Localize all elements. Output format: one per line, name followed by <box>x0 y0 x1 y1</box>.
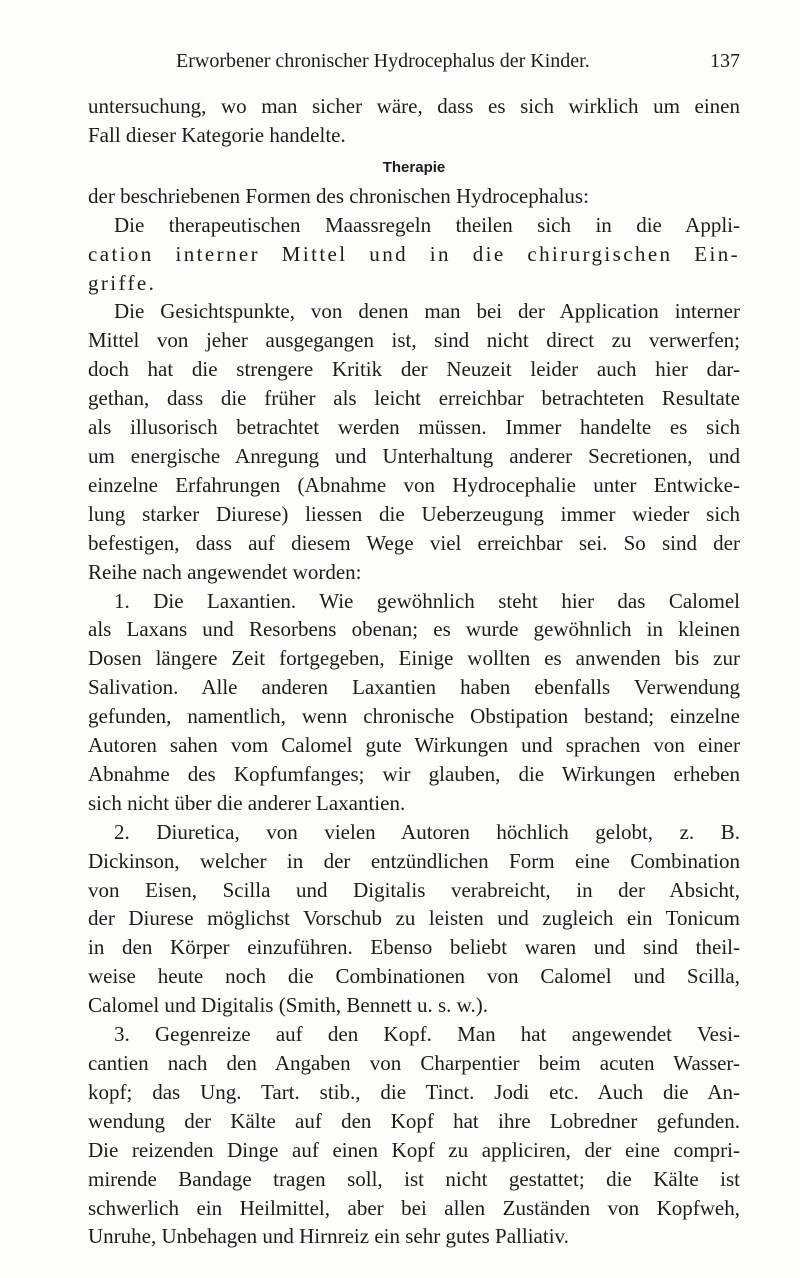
text-line: Abnahme des Kopfumfanges; wir glauben, die Wirkungen erheben <box>88 761 740 786</box>
text-line: Unruhe, Unbehagen und Hirnreiz ein sehr gutes Palliativ. <box>88 1224 569 1249</box>
text-line: cantien nach den Angaben von Charpentier beim acuten Wasser- <box>88 1051 740 1075</box>
page-number: 137 <box>710 50 740 72</box>
text-line: befestigen, dass auf diesem Wege viel erreichbar sei. So sind der <box>88 530 740 555</box>
text-line: 2. Diuretica, von vielen Autoren höchlich gelobt, z. B. <box>114 819 740 844</box>
text-line: wendung der Kälte auf den Kopf hat ihre Lobredner gefunden. <box>88 1108 740 1133</box>
text-line: einzelne Erfahrungen (Abnahme von Hydrocephalie unter Entwicke- <box>88 472 740 497</box>
text-line: doch hat die strengere Kritik der Neuzeit leider auch hier dar- <box>88 357 740 382</box>
text-line: 1. Die Laxantien. Wie gewöhnlich steht hier das Calomel <box>114 588 740 613</box>
running-title: Erworbener chronischer Hydrocephalus der Kinder. <box>176 50 590 72</box>
text-line: Die reizenden Dinge auf einen Kopf zu appliciren, der eine compri- <box>88 1137 740 1162</box>
section-heading: Therapie <box>382 158 446 176</box>
text-line: in den Körper einzuführen. Ebenso beliebt waren und sind theil- <box>88 935 740 960</box>
text-line: mirende Bandage tragen soll, ist nicht gestattet; die Kälte ist <box>88 1166 740 1191</box>
text-line: gethan, dass die früher als leicht erreichbar betrachteten Resultate <box>88 386 740 411</box>
text-line: cation interner Mittel und in die chirurgischen Ein- <box>88 241 740 266</box>
text-line: der Diurese möglichst Vorschub zu leisten und zugleich ein Tonicum <box>88 906 740 931</box>
text-line: als illusorisch betrachtet werden müssen. Immer handelte es sich <box>88 415 740 440</box>
text-line: weise heute noch die Combinationen von Calomel und Scilla, <box>88 964 740 989</box>
text-line: der beschriebenen Formen des chronischen Hydrocephalus: <box>88 183 589 208</box>
text-line: Salivation. Alle anderen Laxantien haben ebenfalls Verwendung <box>88 675 740 700</box>
text-line: als Laxans und Resorbens obenan; es wurde gewöhnlich in kleinen <box>88 617 740 642</box>
text-line: von Eisen, Scilla und Digitalis verabreicht, in der Absicht, <box>88 877 740 902</box>
text-line: schwerlich ein Heilmittel, aber bei allen Zuständen von Kopfweh, <box>88 1195 740 1220</box>
text-line: Mittel von jeher ausgegangen ist, sind nicht direct zu verwerfen; <box>88 328 740 353</box>
text-line: untersuchung, wo man sicher wäre, dass es sich wirklich um einen <box>88 94 740 118</box>
text-line: Fall dieser Kategorie handelte. <box>88 122 346 147</box>
text-line: Die therapeutischen Maassregeln theilen sich in die Appli- <box>114 212 740 237</box>
running-head <box>88 50 740 76</box>
text-line: Die Gesichtspunkte, von denen man bei der Application interner <box>114 299 740 324</box>
text-line: lung starker Diurese) liessen die Ueberzeugung immer wieder sich <box>88 501 740 526</box>
text-line: sich nicht über die anderer Laxantien. <box>88 790 406 815</box>
body-text <box>88 92 740 1251</box>
text-line: kopf; das Ung. Tart. stib., die Tinct. Jodi etc. Auch die An- <box>88 1079 740 1104</box>
text-line: Dosen längere Zeit fortgegeben, Einige wollten es anwenden bis zur <box>88 646 740 671</box>
text-line: 3. Gegenreize auf den Kopf. Man hat angewendet Vesi- <box>114 1022 740 1047</box>
text-line: Reihe nach angewendet worden: <box>88 559 362 584</box>
text-line: Dickinson, welcher in der entzündlichen Form eine Combination <box>88 848 740 873</box>
text-line: um energische Anregung und Unterhaltung anderer Secretionen, und <box>88 443 740 468</box>
text-line: griffe. <box>88 270 157 295</box>
text-line: Calomel und Digitalis (Smith, Bennett u. s. w.). <box>88 993 488 1018</box>
text-line: Autoren sahen vom Calomel gute Wirkungen und sprachen von einer <box>88 733 740 758</box>
text-line: gefunden, namentlich, wenn chronische Obstipation bestand; einzelne <box>88 704 740 729</box>
